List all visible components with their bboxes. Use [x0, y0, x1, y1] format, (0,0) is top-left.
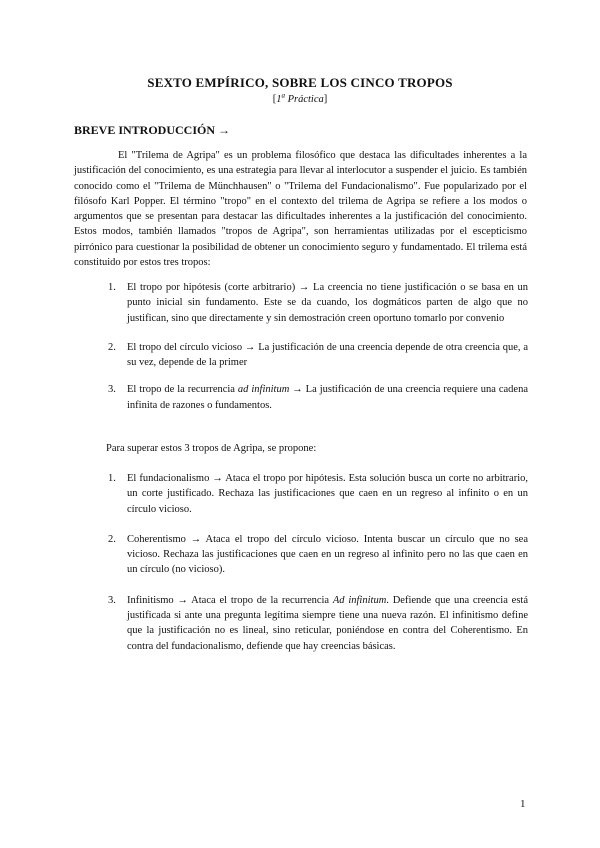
subtitle-number: 1 [276, 93, 282, 105]
intro-paragraph: El "Trilema de Agripa" es un problema filosófico que destaca las dificultades inherentes a la justificación del conocimiento, es una estrategia para llevar al interlocutor a suspender el juicio. Es también conocido como el "Trilema de Münchhausen" o "Trilema del Fundacionalismo". Fue popularizado por el filósofo Karl Popper. El término "tropo" en el contexto del trilema de Agripa se refiere a los modos o argumentos que se presentan para destacar las dificultades inherentes a la justificación del conocimiento. Estos modos, también llamados "tropos de Agripa", son herramientas utilizadas por el escepticismo pirrónico para cuestionar la posibilidad de obtener un conocimiento seguro y fundamentado. El trilema está constituido por estos tres tropos: [74, 150, 527, 269]
page-number: 1 [520, 798, 526, 810]
list-item-number: 3. [108, 384, 116, 396]
subtitle-open-bracket: [ [272, 93, 277, 105]
list-item-text: El tropo por hipótesis (corte arbitrario) → La creencia no tiene justificación o se basa en un punto inicial sin fundamento. Este se da cuando, los dogmáticos parten de algo que no justifican, sino que directamente y sin demostración creen oportuno tomarlo por convenio [127, 282, 528, 324]
list-item-text: El tropo del círculo vicioso → La justificación de una creencia depende de otra creencia que, a su vez, depende de la primer [127, 341, 528, 369]
list-item [108, 280, 528, 326]
list-item-number: 2. [108, 533, 116, 545]
document-subtitle [0, 91, 600, 105]
list-item [108, 471, 528, 517]
list-item-text-end: . Defiende que una creencia está justificada si ante una pregunta legítima siempre tiene una nueva razón. El infinitismo define que la justificación no es lineal, sino reticular, poniéndose en contra del Coherentismo. En contra del fundacionalismo, defiende que hay creencias básicas. [127, 594, 528, 652]
list-item-text: El fundacionalismo → Ataca el tropo por hipótesis. Esta solución busca un corte no arbitrario, un corte justificado. Rechaza las justificaciones que caen en un regreso al infinito o en un círculo vicioso. [127, 473, 528, 515]
document-title: SEXTO EMPÍRICO, SOBRE LOS CINCO TROPOS [147, 75, 453, 90]
list-item-text: Infinitismo → Ataca el tropo de la recurrencia [127, 594, 333, 606]
list-item-number: 1. [108, 473, 116, 484]
list-item-number: 1. [108, 282, 116, 293]
tropos-list [108, 280, 528, 413]
list-item-emphasis: Ad infinitum [332, 594, 387, 606]
list-item-emphasis: ad infinitum [237, 384, 290, 396]
list-item-text: Coherentismo → Ataca el tropo del círculo vicioso. Intenta buscar un círculo que no sea vicioso. Rechaza las justificaciones que caen en un regreso al infinito pero no las que caen en un círculo (no vicioso). [127, 533, 528, 576]
list-item-number: 3. [108, 594, 116, 606]
list-item-text: El tropo de la recurrencia [127, 384, 238, 396]
list-item [108, 382, 528, 413]
subtitle-ordinal: a [281, 91, 285, 99]
transition-sentence: Para superar estos 3 tropos de Agripa, se propone: [106, 443, 317, 454]
soluciones-list [108, 471, 528, 654]
subtitle-word: Práctica [284, 93, 324, 105]
list-item-text-end: → La justificación de una creencia requiere una cadena infinita de razones o fundamentos. [127, 384, 528, 411]
section-heading: BREVE INTRODUCCIÓN → [74, 123, 231, 137]
subtitle-label [276, 91, 324, 105]
list-item [108, 532, 528, 578]
list-item-number: 2. [108, 341, 116, 353]
list-item [108, 340, 528, 371]
subtitle-close-bracket: ] [323, 93, 328, 105]
list-item [108, 593, 528, 654]
